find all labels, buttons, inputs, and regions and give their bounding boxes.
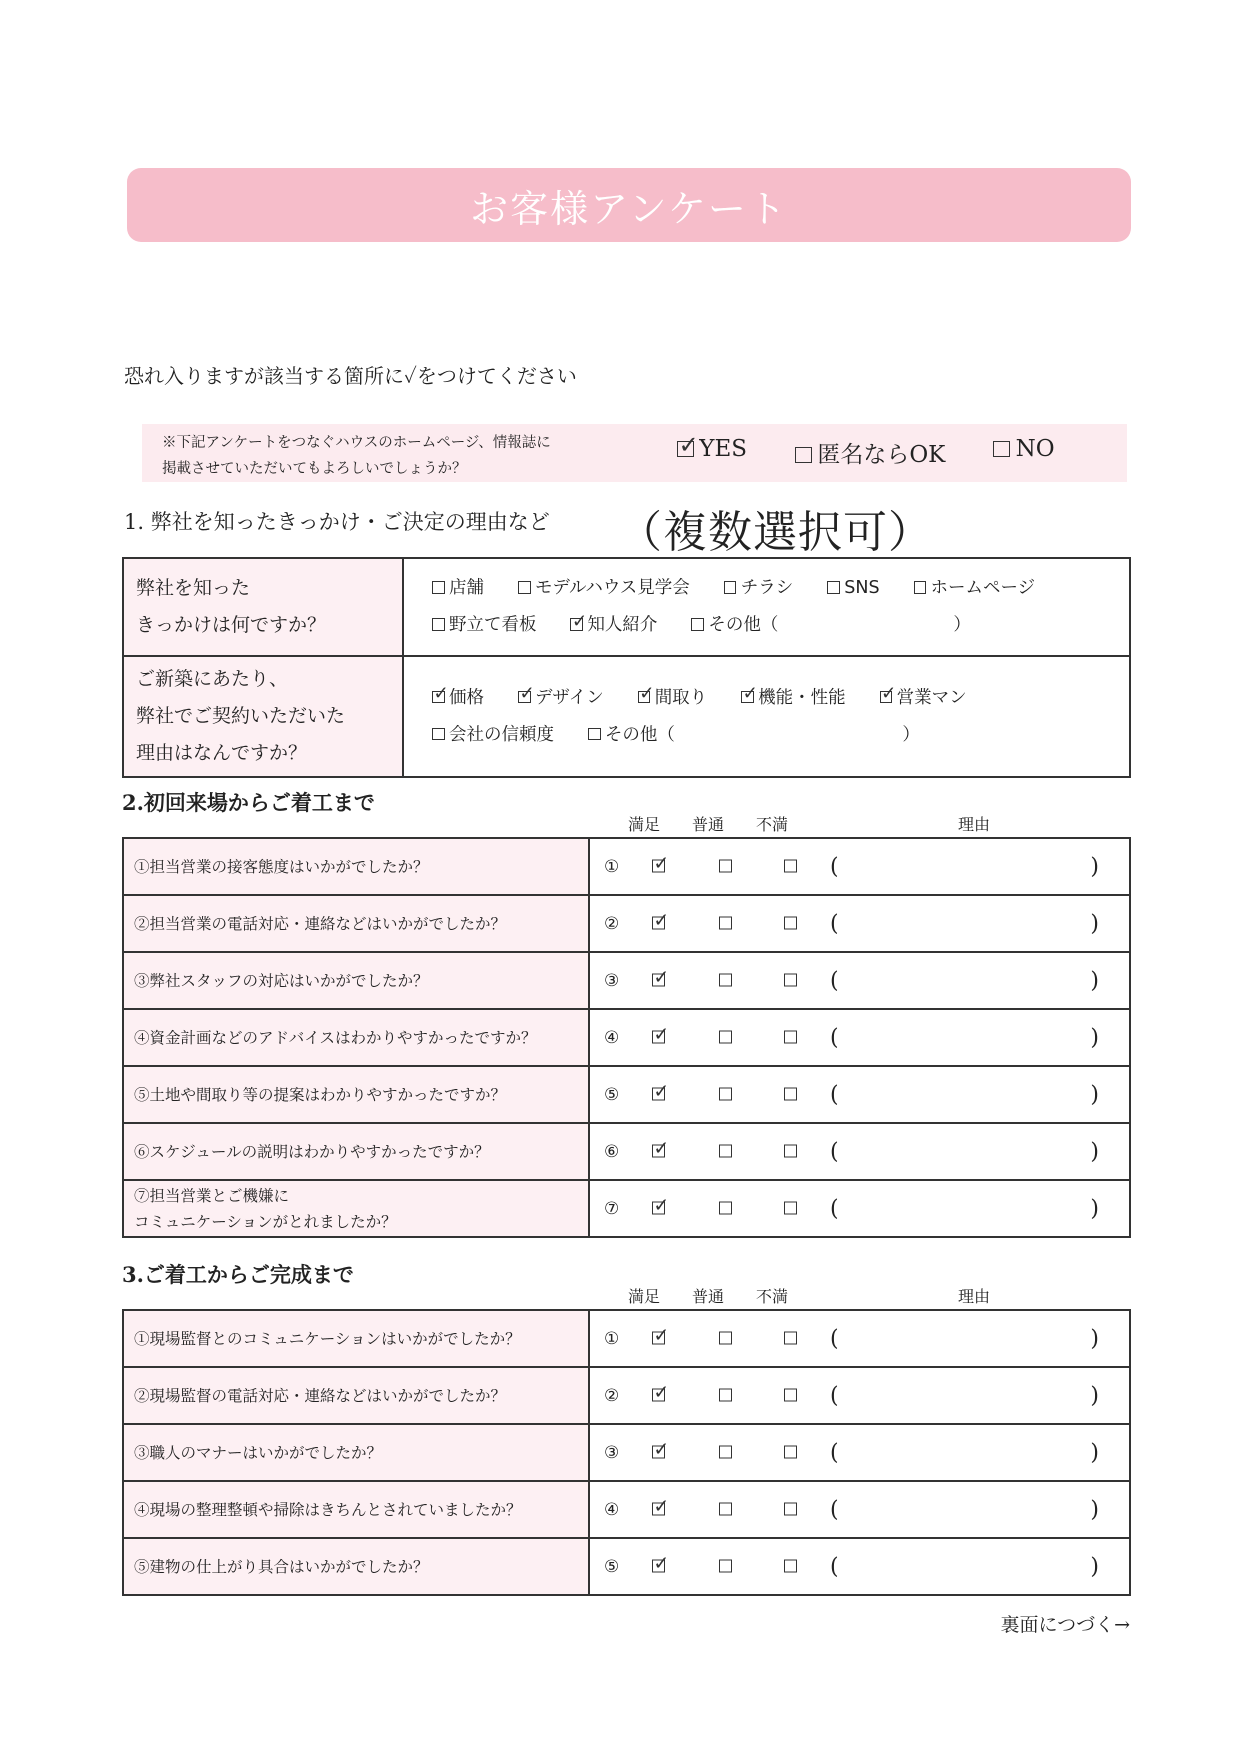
section1-title: 1. 弊社を知ったきっかけ・ご決定の理由など xyxy=(124,510,550,534)
checked-checkbox-icon[interactable] xyxy=(652,860,665,873)
reason-close-paren: ) xyxy=(1090,854,1099,879)
option-item[interactable] xyxy=(518,570,690,607)
checkbox-icon[interactable] xyxy=(784,1088,797,1101)
rating-row xyxy=(123,1066,1130,1123)
option-label: デザイン xyxy=(534,687,604,708)
checkbox-icon[interactable] xyxy=(719,1503,732,1516)
checked-checkbox-icon[interactable] xyxy=(652,1389,665,1402)
consent-option[interactable] xyxy=(993,436,1054,469)
rating-option-normal[interactable] xyxy=(719,1141,736,1162)
option-item[interactable] xyxy=(914,570,1036,607)
consent-question-line1: ※下記アンケートをつなぐハウスのホームページ、情報誌に xyxy=(162,435,551,451)
checked-checkbox-icon[interactable] xyxy=(652,1503,665,1516)
answer-cell xyxy=(589,838,1130,895)
checkbox-icon[interactable] xyxy=(719,1332,732,1345)
row-number: ② xyxy=(604,1385,620,1406)
checkbox-icon[interactable] xyxy=(724,581,737,594)
answer-cell xyxy=(589,1538,1130,1595)
publication-consent xyxy=(142,424,1127,482)
row-number: ⑦ xyxy=(604,1198,620,1219)
option-label: 間取り xyxy=(654,687,708,708)
checked-checkbox-icon[interactable] xyxy=(652,1560,665,1573)
checkbox-icon[interactable] xyxy=(784,1031,797,1044)
consent-option-label: 匿名ならOK xyxy=(817,442,946,468)
checkbox-icon[interactable] xyxy=(784,974,797,987)
question-line: ②担当営業の電話対応・連絡などはいかがでしたか？ xyxy=(134,914,507,933)
question-line: ⑦担当営業とご機嫌に xyxy=(134,1186,290,1205)
rating-option-satisfied[interactable] xyxy=(652,1385,669,1406)
reason-open-paren: ( xyxy=(830,1440,839,1465)
row-number: ② xyxy=(604,913,620,934)
option-label: チラシ xyxy=(740,578,794,598)
checkbox-icon[interactable] xyxy=(719,1560,732,1573)
checkbox-icon[interactable] xyxy=(795,447,812,464)
option-item[interactable] xyxy=(432,607,536,644)
section1-table xyxy=(122,557,1131,778)
continue-on-back-note: 裏面につづく→ xyxy=(1000,1614,1130,1636)
rating-option-normal[interactable] xyxy=(719,913,736,934)
rating-option-normal[interactable] xyxy=(719,1385,736,1406)
question-text xyxy=(123,838,589,895)
option-label: ホームページ xyxy=(930,578,1036,598)
checkbox-icon[interactable] xyxy=(784,917,797,930)
reason-close-paren: ) xyxy=(1090,1326,1099,1351)
checked-checkbox-icon[interactable] xyxy=(652,1446,665,1459)
question-label xyxy=(123,558,403,656)
column-header: 普通 xyxy=(692,815,725,834)
checkbox-icon[interactable] xyxy=(784,1332,797,1345)
rating-row xyxy=(123,952,1130,1009)
question-label-line: ご新築にあたり、 xyxy=(136,668,289,690)
checkbox-icon[interactable] xyxy=(432,728,445,741)
answer-cell xyxy=(589,952,1130,1009)
question-text xyxy=(123,952,589,1009)
reason-close-paren: ) xyxy=(1090,1440,1099,1465)
reason-close-paren: ) xyxy=(1090,1196,1099,1221)
checkbox-icon[interactable] xyxy=(432,618,445,631)
option-item[interactable] xyxy=(638,680,707,717)
consent-option[interactable] xyxy=(795,436,945,469)
column-header: 理由 xyxy=(958,815,991,834)
question-line: ③職人のマナーはいかがでしたか？ xyxy=(134,1443,383,1462)
question-text xyxy=(123,1538,589,1595)
question-text xyxy=(123,1123,589,1180)
question-label-line: 弊社でご契約いただいた xyxy=(136,705,346,727)
answer-cell xyxy=(589,1481,1130,1538)
section3-title: 3.ご着工からご完成まで xyxy=(122,1262,354,1287)
rating-option-satisfied[interactable] xyxy=(652,1198,669,1219)
section2-column-headers xyxy=(0,812,1240,836)
question-label-line: 理由はなんですか？ xyxy=(136,742,308,764)
reason-close-paren: ) xyxy=(1090,1139,1099,1164)
option-label: 価格 xyxy=(448,687,484,708)
reason-close-paren: ) xyxy=(1090,911,1099,936)
question-line: ③弊社スタッフの対応はいかがでしたか？ xyxy=(134,971,429,990)
question-text xyxy=(123,1009,589,1066)
question-text xyxy=(123,1310,589,1367)
reason-open-paren: ( xyxy=(830,1554,839,1579)
section3-column-headers xyxy=(0,1284,1240,1308)
question-text xyxy=(123,895,589,952)
checkbox-icon[interactable] xyxy=(719,917,732,930)
section1-row xyxy=(123,656,1130,777)
answer-cell xyxy=(589,895,1130,952)
question-text xyxy=(123,1424,589,1481)
row-number: ① xyxy=(604,1328,620,1349)
rating-option-dissatisfied[interactable] xyxy=(784,1556,801,1577)
rating-option-dissatisfied[interactable] xyxy=(784,970,801,991)
option-label: 会社の信頼度 xyxy=(448,724,554,745)
question-line: ②現場監督の電話対応・連絡などはいかがでしたか？ xyxy=(134,1386,507,1405)
rating-option-satisfied[interactable] xyxy=(652,970,669,991)
column-header: 満足 xyxy=(628,1287,661,1306)
rating-option-normal[interactable] xyxy=(719,1084,736,1105)
rating-option-dissatisfied[interactable] xyxy=(784,1442,801,1463)
option-label: 野立て看板 xyxy=(448,615,537,635)
rating-option-dissatisfied[interactable] xyxy=(784,1027,801,1048)
row-number: ④ xyxy=(604,1499,620,1520)
rating-option-satisfied[interactable] xyxy=(652,1027,669,1048)
rating-option-dissatisfied[interactable] xyxy=(784,856,801,877)
option-label: 機能・性能 xyxy=(758,687,846,708)
rating-row xyxy=(123,838,1130,895)
rating-option-dissatisfied[interactable] xyxy=(784,1385,801,1406)
checkbox-icon[interactable] xyxy=(784,1503,797,1516)
question-line: ①現場監督とのコミュニケーションはいかがでしたか？ xyxy=(134,1329,521,1348)
option-item[interactable] xyxy=(432,680,484,717)
question-line: ⑤建物の仕上がり具合はいかがでしたか？ xyxy=(134,1557,429,1576)
rating-row xyxy=(123,1367,1130,1424)
question-label-line: きっかけは何ですか？ xyxy=(136,614,327,636)
option-label: 店舗 xyxy=(448,578,484,598)
checked-checkbox-icon[interactable] xyxy=(638,691,651,704)
rating-option-normal[interactable] xyxy=(719,1499,736,1520)
question-label xyxy=(123,656,403,777)
page-title: お客様アンケート xyxy=(470,186,788,231)
rating-row xyxy=(123,1424,1130,1481)
rating-option-normal[interactable] xyxy=(719,856,736,877)
checkbox-icon[interactable] xyxy=(827,581,840,594)
option-item[interactable] xyxy=(741,680,845,717)
consent-option-label: NO xyxy=(1015,436,1055,462)
rating-row xyxy=(123,1310,1130,1367)
question-text xyxy=(123,1180,589,1237)
rating-option-normal[interactable] xyxy=(719,970,736,991)
rating-option-dissatisfied[interactable] xyxy=(784,1499,801,1520)
checked-checkbox-icon[interactable] xyxy=(518,691,531,704)
checked-checkbox-icon[interactable] xyxy=(880,691,893,704)
rating-option-normal[interactable] xyxy=(719,1442,736,1463)
checkbox-icon[interactable] xyxy=(784,1389,797,1402)
row-number: ① xyxy=(604,856,620,877)
rating-option-dissatisfied[interactable] xyxy=(784,1198,801,1219)
checked-checkbox-icon[interactable] xyxy=(652,974,665,987)
checkbox-icon[interactable] xyxy=(719,860,732,873)
rating-option-dissatisfied[interactable] xyxy=(784,1084,801,1105)
option-line xyxy=(432,570,1129,607)
answer-cell xyxy=(589,1180,1130,1237)
multiple-choice-note: （複数選択可） xyxy=(618,507,933,558)
option-label: その他（ ） xyxy=(604,724,920,745)
option-label: 営業マン xyxy=(896,687,967,708)
question-text xyxy=(123,1367,589,1424)
rating-option-satisfied[interactable] xyxy=(652,1328,669,1349)
row-number: ⑤ xyxy=(604,1556,620,1577)
rating-option-dissatisfied[interactable] xyxy=(784,1328,801,1349)
option-line xyxy=(432,607,1129,644)
instruction-text: 恐れ入りますが該当する箇所に✓をつけてください xyxy=(124,364,577,388)
checkbox-icon[interactable] xyxy=(719,1145,732,1158)
question-line: ④資金計画などのアドバイスはわかりやすかったですか？ xyxy=(134,1028,537,1047)
rating-option-normal[interactable] xyxy=(719,1556,736,1577)
column-header: 普通 xyxy=(692,1287,725,1306)
reason-open-paren: ( xyxy=(830,968,839,993)
reason-open-paren: ( xyxy=(830,911,839,936)
checkbox-icon[interactable] xyxy=(719,1446,732,1459)
option-line xyxy=(432,680,1129,717)
rating-row xyxy=(123,1538,1130,1595)
rating-option-satisfied[interactable] xyxy=(652,1084,669,1105)
reason-close-paren: ) xyxy=(1090,1383,1099,1408)
option-item[interactable] xyxy=(432,717,554,754)
option-item[interactable] xyxy=(588,717,920,754)
rating-option-dissatisfied[interactable] xyxy=(784,913,801,934)
reason-open-paren: ( xyxy=(830,854,839,879)
checkbox-icon[interactable] xyxy=(719,1389,732,1402)
answer-cell xyxy=(589,1424,1130,1481)
answer-cell xyxy=(589,1367,1130,1424)
question-line: ①担当営業の接客態度はいかがでしたか？ xyxy=(134,857,429,876)
section2-title: 2.初回来場からご着工まで xyxy=(122,790,375,815)
reason-close-paren: ) xyxy=(1090,968,1099,993)
rating-option-dissatisfied[interactable] xyxy=(784,1141,801,1162)
checkbox-icon[interactable] xyxy=(784,1446,797,1459)
checkbox-icon[interactable] xyxy=(784,1202,797,1215)
checked-checkbox-icon[interactable] xyxy=(677,441,694,458)
consent-question-line2: 掲載させていただいてもよろしいでしょうか？ xyxy=(162,461,467,477)
question-text xyxy=(123,1481,589,1538)
checkbox-icon[interactable] xyxy=(784,860,797,873)
option-label: その他（ ） xyxy=(708,615,971,635)
checkbox-icon[interactable] xyxy=(719,974,732,987)
reason-open-paren: ( xyxy=(830,1196,839,1221)
reason-close-paren: ) xyxy=(1090,1554,1099,1579)
checked-checkbox-icon[interactable] xyxy=(652,1332,665,1345)
rating-option-satisfied[interactable] xyxy=(652,1442,669,1463)
consent-options xyxy=(677,436,1055,469)
checked-checkbox-icon[interactable] xyxy=(652,1202,665,1215)
rating-row xyxy=(123,895,1130,952)
option-item[interactable] xyxy=(691,607,970,644)
title-banner xyxy=(127,168,1131,242)
checkbox-icon[interactable] xyxy=(719,1031,732,1044)
option-item[interactable] xyxy=(518,680,604,717)
option-label: 知人紹介 xyxy=(587,615,658,635)
reason-open-paren: ( xyxy=(830,1139,839,1164)
rating-option-normal[interactable] xyxy=(719,1198,736,1219)
rating-option-satisfied[interactable] xyxy=(652,1499,669,1520)
checkbox-icon[interactable] xyxy=(432,581,445,594)
row-number: ③ xyxy=(604,1442,620,1463)
option-line xyxy=(432,717,1129,754)
section2-table xyxy=(122,837,1131,1238)
reason-close-paren: ) xyxy=(1090,1082,1099,1107)
row-number: ③ xyxy=(604,970,620,991)
checked-checkbox-icon[interactable] xyxy=(652,1145,665,1158)
answer-cell xyxy=(589,1123,1130,1180)
checked-checkbox-icon[interactable] xyxy=(652,1088,665,1101)
column-header: 不満 xyxy=(756,815,789,834)
reason-open-paren: ( xyxy=(830,1497,839,1522)
checked-checkbox-icon[interactable] xyxy=(652,1031,665,1044)
checkbox-icon[interactable] xyxy=(784,1145,797,1158)
section3-table xyxy=(122,1309,1131,1596)
rating-option-normal[interactable] xyxy=(719,1027,736,1048)
checkbox-icon[interactable] xyxy=(588,728,601,741)
question-label-line: 弊社を知った xyxy=(136,577,251,599)
row-number: ⑥ xyxy=(604,1141,620,1162)
checkbox-icon[interactable] xyxy=(784,1560,797,1573)
checked-checkbox-icon[interactable] xyxy=(570,618,583,631)
reason-open-paren: ( xyxy=(830,1082,839,1107)
answer-cell xyxy=(589,1066,1130,1123)
option-item[interactable] xyxy=(827,570,879,607)
checkbox-icon[interactable] xyxy=(719,1088,732,1101)
checkbox-icon[interactable] xyxy=(719,1202,732,1215)
checkbox-icon[interactable] xyxy=(518,581,531,594)
rating-row xyxy=(123,1180,1130,1237)
question-line: ⑥スケジュールの説明はわかりやすかったですか？ xyxy=(134,1142,490,1161)
section1-row xyxy=(123,558,1130,656)
column-header: 不満 xyxy=(756,1287,789,1306)
reason-open-paren: ( xyxy=(830,1383,839,1408)
reason-open-paren: ( xyxy=(830,1025,839,1050)
rating-row xyxy=(123,1481,1130,1538)
option-item[interactable] xyxy=(570,607,657,644)
checked-checkbox-icon[interactable] xyxy=(741,691,754,704)
checked-checkbox-icon[interactable] xyxy=(652,917,665,930)
rating-option-satisfied[interactable] xyxy=(652,1556,669,1577)
question-line: ④現場の整理整頓や掃除はきちんとされていましたか？ xyxy=(134,1500,522,1519)
option-label: SNS xyxy=(844,578,880,598)
option-item[interactable] xyxy=(432,570,484,607)
answer-cell xyxy=(589,1009,1130,1066)
consent-option[interactable] xyxy=(677,436,747,469)
answer-options xyxy=(403,558,1130,656)
checkbox-icon[interactable] xyxy=(993,441,1010,458)
option-item[interactable] xyxy=(724,570,793,607)
question-line: コミュニケーションがとれましたか？ xyxy=(134,1212,397,1231)
rating-option-normal[interactable] xyxy=(719,1328,736,1349)
option-item[interactable] xyxy=(880,680,967,717)
row-number: ④ xyxy=(604,1027,620,1048)
reason-open-paren: ( xyxy=(830,1326,839,1351)
question-line: ⑤土地や間取り等の提案はわかりやすかったですか？ xyxy=(134,1085,507,1104)
consent-question xyxy=(162,430,551,482)
consent-option-label: YES xyxy=(699,436,748,462)
answer-options xyxy=(403,656,1130,777)
checkbox-icon[interactable] xyxy=(691,618,704,631)
rating-row xyxy=(123,1123,1130,1180)
rating-option-satisfied[interactable] xyxy=(652,856,669,877)
rating-row xyxy=(123,1009,1130,1066)
question-text xyxy=(123,1066,589,1123)
row-number: ⑤ xyxy=(604,1084,620,1105)
rating-option-satisfied[interactable] xyxy=(652,913,669,934)
answer-cell xyxy=(589,1310,1130,1367)
column-header: 理由 xyxy=(958,1287,991,1306)
reason-close-paren: ) xyxy=(1090,1497,1099,1522)
reason-close-paren: ) xyxy=(1090,1025,1099,1050)
column-header: 満足 xyxy=(628,815,661,834)
rating-option-satisfied[interactable] xyxy=(652,1141,669,1162)
checkbox-icon[interactable] xyxy=(914,581,927,594)
option-label: モデルハウス見学会 xyxy=(534,578,690,598)
checked-checkbox-icon[interactable] xyxy=(432,691,445,704)
